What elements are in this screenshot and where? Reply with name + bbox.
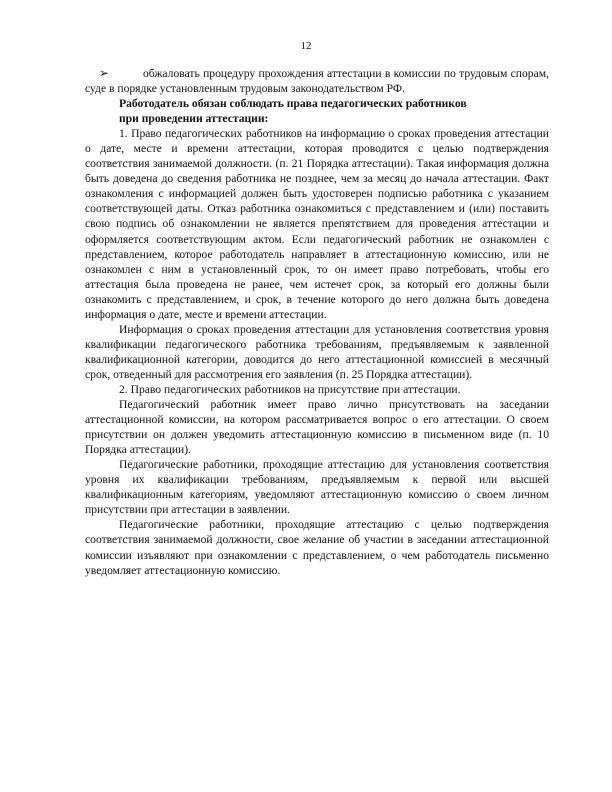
heading-line-2: при проведении аттестации: [119,112,269,126]
paragraph-right-to-information: 1. Право педагогических работников на информацию о сроках проведения аттестации о дате, месте и времени аттестации, которая проводится с целью подтверждения соответствия занимаемой должности. (п. 21 Порядка аттестации). Такая информация должна быть доведена до сведения работника не позднее, чем за месяц до начала аттестации. Факт ознакомления с информацией должен быть удостоверен подписью работника с указанием соответствующей даты. Отказ работника ознакомиться с представлением и (или) поставить свою подпись об ознакомлении не является препятствием для проведения аттестации и оформляется соответствующим актом. Если педагогический работник не ознакомлен с представлением, которое работодатель направляет в аттестационную комиссию, или не ознакомлен с ним в установленный срок, то он имеет право потребовать, чтобы его аттестация была проведена не ранее, чем истечет срок, за который его должны были ознакомить с представлением, и срок, в течение которого до него должна быть доведена информация о дате, месте и времени аттестации. [85,127,549,321]
heading-line-1: Работодатель обязан соблюдать права педагогических работников [119,97,467,111]
arrow-bullet-icon: ➢ [99,66,110,80]
bullet-item [85,66,549,96]
paragraph-personal-attendance: Педагогический работник имеет право лично присутствовать на заседании аттестационной комиссии, на котором рассматривается вопрос о его аттестации. О своем присутствии он должен уведомить аттестационную комиссию в письменном виде (п. 10 Порядка аттестации). [85,398,549,457]
paragraph-information-deadlines: Информация о сроках проведения аттестации для установления соответствия уровня квалификации педагогического работника требованиям, предъявляемым к заявленной квалификационной категории, доводится до него аттестационной комиссией в месячный срок, отведенный для рассмотрения его заявления (п. 25 Порядка аттестации). [85,322,549,381]
page-body [85,66,549,578]
paragraph-position-attestation: Педагогические работники, проходящие аттестацию с целью подтверждения соответствия занимаемой должности, свое желание об участии в заседании аттестационной комиссии изъявляют при ознакомлении с представлением, о чем работодатель письменно уведомляет аттестационную комиссию. [85,518,549,577]
bullet-text: обжаловать процедуру прохождения аттестации в комиссии по трудовым спорам, суде в порядке установленным трудовым законодательством РФ. [85,67,549,96]
section-heading [85,96,549,126]
paragraph-right-to-presence: 2. Право педагогических работников на присутствие при аттестации. [119,382,461,396]
paragraph-category-attestation: Педагогические работники, проходящие аттестацию для установления соответствия уровня их квалификации требованиям, предъявляемым к первой или высшей квалификационным категориям, уведомляют аттестационную комиссию о своем личном присутствии при аттестации в заявлении. [85,458,549,517]
page-number: 12 [300,40,312,52]
